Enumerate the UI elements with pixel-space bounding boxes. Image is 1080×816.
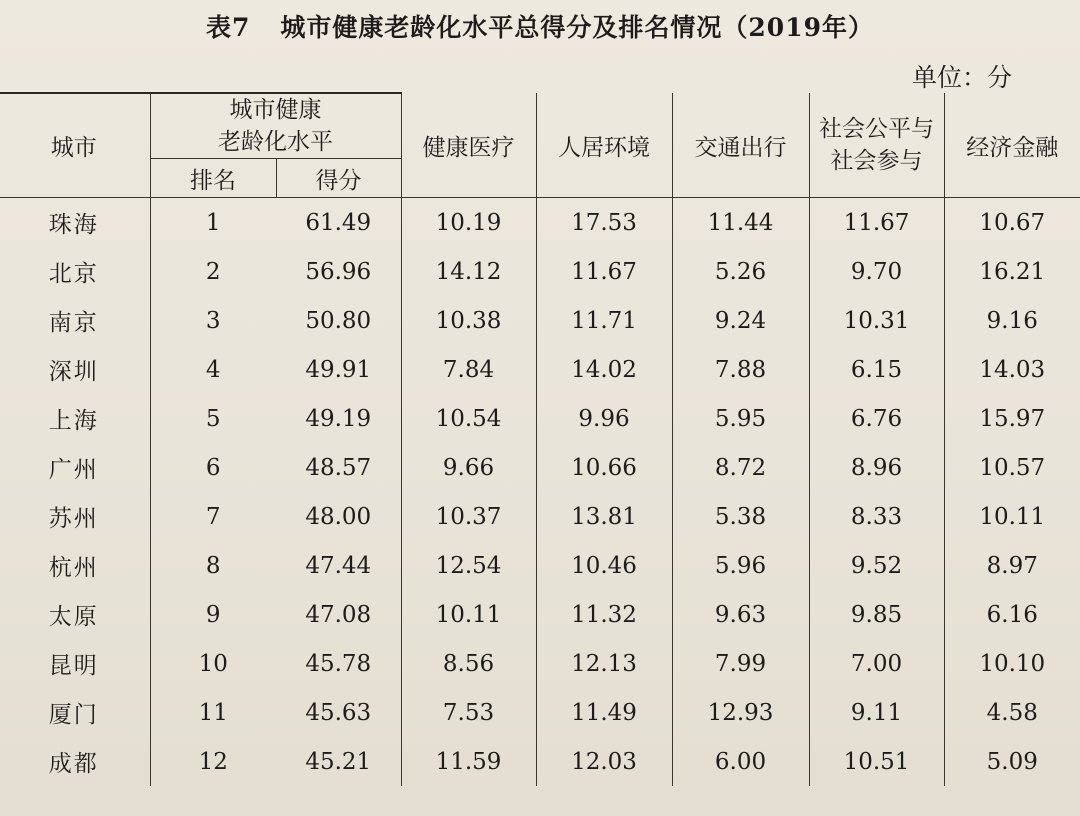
header-living-env: 人居环境: [536, 93, 672, 198]
cell-economy: 10.57: [944, 443, 1080, 492]
cell-city: 上海: [48, 408, 99, 434]
cell-rank: 3: [150, 296, 276, 345]
cell-transport: 5.96: [672, 541, 809, 590]
cell-city: 苏州: [48, 506, 99, 532]
cell-health-care: 8.56: [401, 639, 536, 688]
header-social: [809, 93, 944, 198]
cell-social: 9.11: [809, 688, 944, 737]
cell-living-env: 13.81: [536, 492, 672, 541]
table-row: [0, 541, 1080, 590]
table-number: 表7: [206, 13, 251, 42]
cell-economy: 4.58: [944, 688, 1080, 737]
cell-score: 45.21: [305, 748, 372, 775]
cell-social: 9.52: [809, 541, 944, 590]
table-row: [0, 737, 1080, 786]
cell-health-care: 7.53: [401, 688, 536, 737]
cell-social: 10.51: [809, 737, 944, 786]
table-row: [0, 590, 1080, 639]
table-row: [0, 639, 1080, 688]
cell-living-env: 11.32: [536, 590, 672, 639]
cell-city: 广州: [48, 457, 99, 483]
table-row: [0, 688, 1080, 737]
cell-rank: 2: [150, 247, 276, 296]
cell-social: 6.15: [809, 345, 944, 394]
table-row: [0, 345, 1080, 394]
cell-score: 47.44: [305, 552, 372, 579]
cell-rank: 9: [150, 590, 276, 639]
cell-living-env: 14.02: [536, 345, 672, 394]
cell-health-care: 10.38: [401, 296, 536, 345]
cell-rank: 1: [150, 198, 276, 248]
cell-city: 深圳: [48, 359, 99, 385]
table-row: [0, 443, 1080, 492]
cell-economy: 15.97: [944, 394, 1080, 443]
cell-health-care: 10.11: [401, 590, 536, 639]
cell-health-care: 10.37: [401, 492, 536, 541]
cell-living-env: 11.67: [536, 247, 672, 296]
cell-city: 北京: [48, 261, 99, 287]
cell-health-care: 10.54: [401, 394, 536, 443]
cell-living-env: 11.71: [536, 296, 672, 345]
cell-rank: 11: [150, 688, 276, 737]
cell-social: 9.85: [809, 590, 944, 639]
header-overall-line2: 老龄化水平: [218, 129, 333, 155]
cell-social: 6.76: [809, 394, 944, 443]
cell-health-care: 14.12: [401, 247, 536, 296]
table-row: [0, 394, 1080, 443]
cell-health-care: 9.66: [401, 443, 536, 492]
cell-living-env: 12.13: [536, 639, 672, 688]
cell-living-env: 17.53: [536, 198, 672, 248]
ranking-table: [0, 92, 1080, 786]
table-title-text: 城市健康老龄化水平总得分及排名情况（2019年）: [280, 13, 874, 42]
cell-city: 杭州: [48, 555, 99, 581]
header-transport: 交通出行: [672, 93, 809, 198]
cell-social: 10.31: [809, 296, 944, 345]
header-social-line1: 社会公平与: [819, 116, 934, 142]
table-body: [0, 198, 1080, 787]
cell-rank: 8: [150, 541, 276, 590]
header-score: 得分: [276, 159, 401, 198]
cell-rank: 12: [150, 737, 276, 786]
header-health-care: 健康医疗: [401, 93, 536, 198]
cell-transport: 12.93: [672, 688, 809, 737]
cell-transport: 5.95: [672, 394, 809, 443]
cell-transport: 6.00: [672, 737, 809, 786]
cell-economy: 10.10: [944, 639, 1080, 688]
cell-score: 49.19: [305, 405, 372, 432]
cell-economy: 10.67: [944, 198, 1080, 248]
cell-city: 厦门: [48, 702, 99, 728]
cell-living-env: 10.46: [536, 541, 672, 590]
cell-economy: 14.03: [944, 345, 1080, 394]
cell-transport: 5.26: [672, 247, 809, 296]
cell-score: 50.80: [305, 307, 372, 334]
table-row: [0, 247, 1080, 296]
header-overall-line1: 城市健康: [229, 97, 322, 123]
cell-economy: 9.16: [944, 296, 1080, 345]
cell-transport: 7.99: [672, 639, 809, 688]
header-economy: 经济金融: [944, 93, 1080, 198]
unit-label: 单位：分: [912, 63, 1013, 92]
cell-rank: 5: [150, 394, 276, 443]
header-rank: 排名: [150, 159, 276, 198]
cell-living-env: 10.66: [536, 443, 672, 492]
cell-economy: 6.16: [944, 590, 1080, 639]
cell-living-env: 12.03: [536, 737, 672, 786]
header-overall: [150, 93, 401, 159]
cell-score: 56.96: [305, 258, 372, 285]
cell-score: 48.00: [305, 503, 372, 530]
cell-social: 9.70: [809, 247, 944, 296]
cell-transport: 11.44: [672, 198, 809, 248]
cell-transport: 9.63: [672, 590, 809, 639]
cell-transport: 7.88: [672, 345, 809, 394]
cell-city: 南京: [48, 310, 99, 336]
cell-score: 48.57: [305, 454, 372, 481]
cell-social: 7.00: [809, 639, 944, 688]
cell-city: 成都: [48, 751, 99, 777]
header-social-line2: 社会参与: [830, 148, 923, 174]
cell-health-care: 12.54: [401, 541, 536, 590]
cell-living-env: 9.96: [536, 394, 672, 443]
cell-score: 45.78: [305, 650, 372, 677]
table-title: [0, 8, 1080, 44]
cell-social: 8.33: [809, 492, 944, 541]
cell-rank: 6: [150, 443, 276, 492]
cell-city: 太原: [48, 604, 99, 630]
cell-score: 49.91: [305, 356, 372, 383]
cell-city: 珠海: [48, 212, 99, 238]
cell-transport: 9.24: [672, 296, 809, 345]
cell-living-env: 11.49: [536, 688, 672, 737]
cell-economy: 5.09: [944, 737, 1080, 786]
cell-transport: 8.72: [672, 443, 809, 492]
cell-rank: 4: [150, 345, 276, 394]
cell-social: 8.96: [809, 443, 944, 492]
cell-rank: 7: [150, 492, 276, 541]
table-row: [0, 492, 1080, 541]
cell-economy: 16.21: [944, 247, 1080, 296]
cell-score: 47.08: [305, 601, 372, 628]
cell-health-care: 7.84: [401, 345, 536, 394]
cell-score: 61.49: [305, 209, 372, 236]
cell-economy: 10.11: [944, 492, 1080, 541]
header-city: 城市: [0, 93, 150, 198]
cell-score: 45.63: [305, 699, 372, 726]
cell-social: 11.67: [809, 198, 944, 248]
cell-city: 昆明: [48, 653, 99, 679]
cell-economy: 8.97: [944, 541, 1080, 590]
cell-rank: 10: [150, 639, 276, 688]
table-row: [0, 198, 1080, 248]
cell-health-care: 10.19: [401, 198, 536, 248]
table-row: [0, 296, 1080, 345]
cell-transport: 5.38: [672, 492, 809, 541]
cell-health-care: 11.59: [401, 737, 536, 786]
